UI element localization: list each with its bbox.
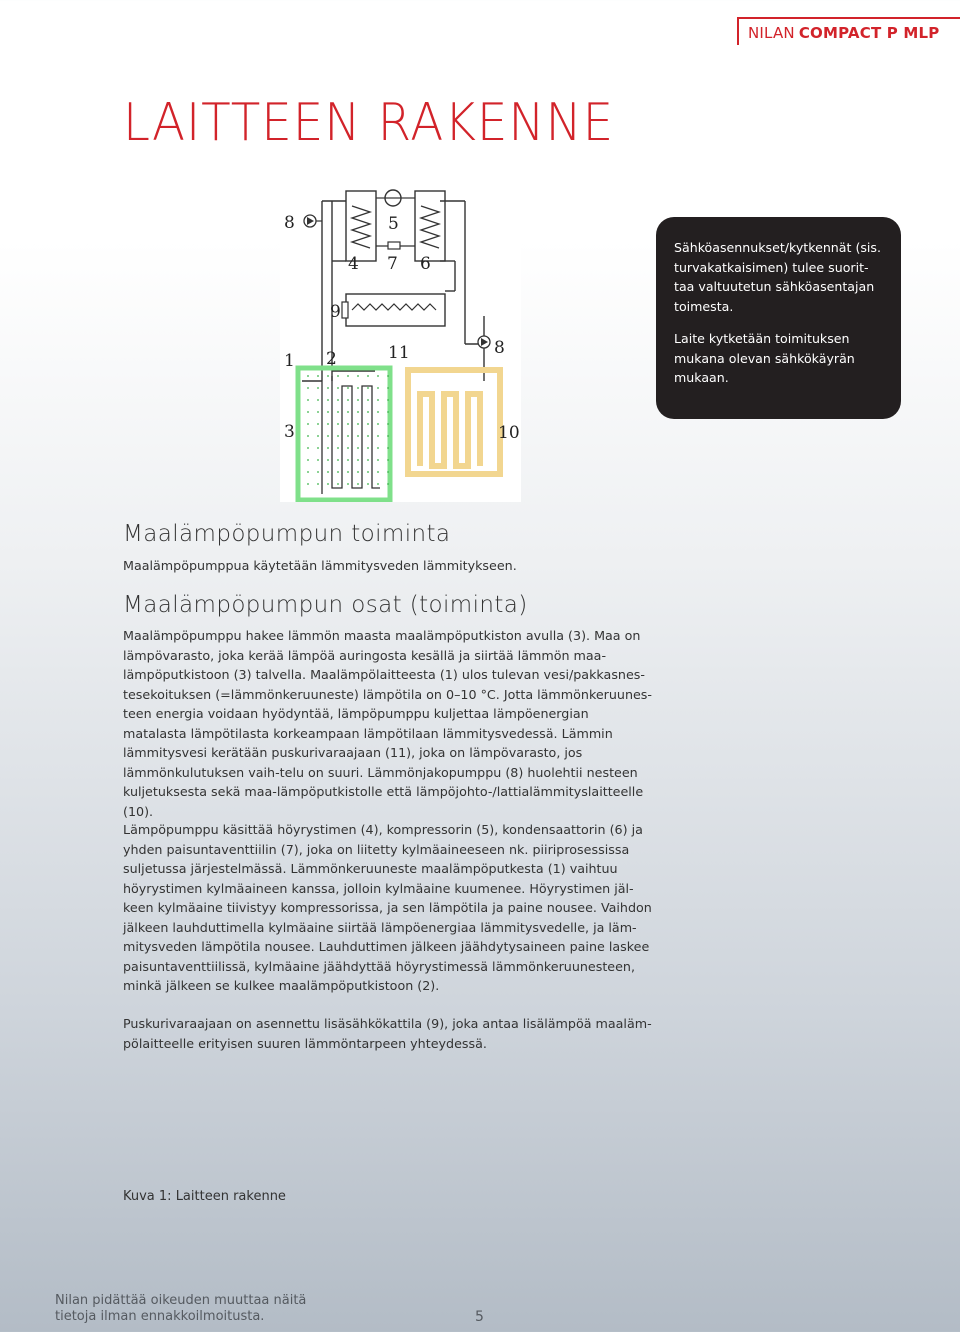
diagram-label-7: 7 bbox=[387, 254, 398, 274]
ground-dot bbox=[387, 483, 389, 485]
ground-dot bbox=[337, 411, 339, 413]
ground-dot bbox=[387, 375, 389, 377]
ground-dot bbox=[367, 387, 369, 389]
ground-dot bbox=[347, 387, 349, 389]
ground-dot bbox=[357, 435, 359, 437]
diagram-label-10: 10 bbox=[498, 423, 520, 443]
section-function-text: Maalämpöpumppua käytetään lämmitysveden lämmitykseen. bbox=[123, 558, 517, 573]
ground-dot bbox=[327, 483, 329, 485]
ground-dot bbox=[327, 471, 329, 473]
ground-dot bbox=[347, 447, 349, 449]
ground-dot bbox=[317, 459, 319, 461]
notice-paragraph-1: Sähköasennukset/kytkennät (sis. turvakatkaisimen) tulee suorit-taa valtuutetun sähköasentajan toimesta. bbox=[674, 240, 881, 314]
ground-dot bbox=[387, 387, 389, 389]
ground-dot bbox=[337, 387, 339, 389]
ground-dot bbox=[307, 459, 309, 461]
diagram-label-6: 6 bbox=[420, 254, 431, 274]
ground-dot bbox=[367, 483, 369, 485]
ground-dot bbox=[377, 471, 379, 473]
ground-dot bbox=[327, 411, 329, 413]
ground-dot bbox=[347, 411, 349, 413]
ground-dot bbox=[317, 387, 319, 389]
electrical-notice-box bbox=[656, 217, 901, 419]
ground-dot bbox=[367, 375, 369, 377]
ground-dot bbox=[317, 411, 319, 413]
ground-dot bbox=[337, 399, 339, 401]
condenser-coil bbox=[421, 206, 439, 248]
ground-dot bbox=[307, 447, 309, 449]
ground-dot bbox=[377, 459, 379, 461]
notice-paragraph-2: Laite kytketään toimituksen mukana olevan sähkökäyrän mukaan. bbox=[674, 331, 855, 385]
diagram-label-11: 11 bbox=[388, 343, 410, 363]
ground-dot bbox=[337, 423, 339, 425]
ground-dot bbox=[327, 435, 329, 437]
ground-dot bbox=[327, 399, 329, 401]
ground-dot bbox=[367, 423, 369, 425]
ground-dot bbox=[377, 399, 379, 401]
ground-dot bbox=[347, 471, 349, 473]
ground-dot bbox=[367, 447, 369, 449]
ground-dot bbox=[367, 459, 369, 461]
ground-dot bbox=[357, 399, 359, 401]
diagram-label-9: 9 bbox=[330, 302, 341, 322]
ground-dot bbox=[357, 411, 359, 413]
ground-dot bbox=[327, 447, 329, 449]
ground-dot bbox=[377, 435, 379, 437]
ground-dot bbox=[317, 471, 319, 473]
ground-dot bbox=[387, 435, 389, 437]
ground-dot bbox=[307, 375, 309, 377]
ground-dot bbox=[377, 375, 379, 377]
ground-dot bbox=[327, 459, 329, 461]
ground-dot bbox=[357, 483, 359, 485]
ground-dots bbox=[307, 375, 389, 485]
ground-dot bbox=[367, 411, 369, 413]
diagram-label-1: 1 bbox=[284, 351, 295, 371]
ground-dot bbox=[307, 399, 309, 401]
floor-loop-pipe bbox=[420, 394, 480, 466]
ground-dot bbox=[387, 459, 389, 461]
ground-dot bbox=[377, 411, 379, 413]
ground-dot bbox=[357, 447, 359, 449]
evaporator-coil bbox=[352, 206, 370, 248]
ground-dot bbox=[347, 459, 349, 461]
ground-dot bbox=[347, 483, 349, 485]
ground-dot bbox=[367, 399, 369, 401]
diagram-label-3: 3 bbox=[284, 422, 295, 442]
ground-dot bbox=[347, 435, 349, 437]
ground-dot bbox=[337, 471, 339, 473]
brand-header bbox=[748, 24, 940, 42]
section-heading-parts: Maalämpöpumpun osat (toiminta) bbox=[123, 592, 528, 618]
ground-dot bbox=[337, 447, 339, 449]
ground-dot bbox=[327, 387, 329, 389]
ground-dot bbox=[307, 435, 309, 437]
ground-dot bbox=[367, 471, 369, 473]
evaporator-box bbox=[346, 191, 376, 261]
ground-dot bbox=[347, 375, 349, 377]
ground-dot bbox=[357, 459, 359, 461]
ground-dot bbox=[357, 375, 359, 377]
buffer-coil bbox=[352, 304, 436, 310]
section-heading-function: Maalämpöpumpun toiminta bbox=[123, 521, 451, 547]
ground-dot bbox=[387, 423, 389, 425]
ground-dot bbox=[377, 387, 379, 389]
ground-dot bbox=[357, 387, 359, 389]
ground-dot bbox=[307, 483, 309, 485]
ground-dot bbox=[387, 471, 389, 473]
ground-dot bbox=[337, 459, 339, 461]
ground-dot bbox=[357, 423, 359, 425]
diagram-label-4: 4 bbox=[348, 254, 359, 274]
diagram-label-8a: 8 bbox=[284, 213, 295, 233]
page-title: LAITTEEN RAKENNE bbox=[123, 93, 615, 153]
parts-paragraph-1: Maalämpöpumppu hakee lämmön maasta maalämpöputkiston avulla (3). Maa on lämpövarasto, joka kerää lämpöä auringosta kesällä ja siirtää lämmön maa-lämpöputkistoon (3) talvella. Maalämpölaitteesta (1) ulos tulevan vesi/pakkasnes-tesekoituksen (=lämmönkeruuneste) lämpötila on 0–10 °C. Jotta lämmönkeruunes-teen energia voidaan hyödyntää, lämpöpumppu kuljettaa lämpöenergian matalasta lämpötilasta korkeampaan lämpötilaan lämmitysvedessä. Lämmin lämmitysvesi kerätään puskurivaraajaan (11), joka on lämpövarasto, jos lämmönkulutuksen vaih-telu on suuri. Lämmönjakopumppu (8) huolehtii nesteen kuljetuksesta sekä maa-lämpöputkistolle että lämpöjohto-/lattialämmityslaitteelle (10). bbox=[123, 628, 652, 819]
figure-caption: Kuva 1: Laitteen rakenne bbox=[123, 1189, 286, 1204]
ground-dot bbox=[387, 399, 389, 401]
buffer-tank bbox=[346, 294, 445, 326]
ground-dot bbox=[307, 411, 309, 413]
ground-dot bbox=[377, 423, 379, 425]
ground-dot bbox=[317, 423, 319, 425]
ground-dot bbox=[357, 471, 359, 473]
ground-dot bbox=[387, 411, 389, 413]
ground-dot bbox=[307, 471, 309, 473]
ground-dot bbox=[367, 435, 369, 437]
ground-dot bbox=[377, 447, 379, 449]
ground-dot bbox=[327, 423, 329, 425]
product-name: COMPACT P MLP bbox=[798, 24, 940, 42]
ground-dot bbox=[317, 435, 319, 437]
brand-name: NILAN bbox=[748, 24, 795, 42]
ground-dot bbox=[317, 375, 319, 377]
ground-dot bbox=[307, 387, 309, 389]
ground-dot bbox=[317, 483, 319, 485]
ground-dot bbox=[347, 423, 349, 425]
ground-loop-pipe bbox=[332, 376, 380, 488]
diagram-label-8b: 8 bbox=[494, 338, 505, 358]
parts-paragraph-2: Lämpöpumppu käsittää höyrystimen (4), kompressorin (5), kondensaattorin (6) ja yhden paisuntaventtiilin (7), joka on liitetty kylmäaineeseen nk. piiriprosessissa suljetussa järjestelmässä. Lämmönkeruuneste maalämpöputkesta (1) vaihtuu höyrystimen kylmäaineen kanssa, jolloin kylmäaine kuumenee. Höyrystimen jäl-keen kylmäaine tiivistyy kompressorissa, ja sen lämpötila ja paine nousee. Vaihdon jälkeen lauhduttimella kylmäaine siirtää lämpöenergiaa lämmitysvedelle, ja läm-mitysveden lämpötila nousee. Lauhduttimen jälkeen jäähdytysaineen paine laskee paisuntaventtiilissä, kylmäaine jäähdyttää höyrystimessä lämmönkeruunesteen, minkä jälkeen se kulkee maalämpöputkistoon (2). bbox=[123, 822, 652, 993]
heat-pump-diagram bbox=[280, 176, 521, 502]
ground-dot bbox=[387, 447, 389, 449]
footer-disclaimer: Nilan pidättää oikeuden muuttaa näitä tietoja ilman ennakkoilmoitusta. bbox=[55, 1293, 307, 1324]
ground-dot bbox=[307, 423, 309, 425]
ground-dot bbox=[377, 483, 379, 485]
heater-element bbox=[342, 302, 348, 318]
diagram-label-2: 2 bbox=[326, 349, 337, 369]
ground-dot bbox=[337, 375, 339, 377]
ground-loop-frame bbox=[298, 368, 390, 500]
page-number: 5 bbox=[475, 1309, 484, 1325]
ground-dot bbox=[317, 399, 319, 401]
ground-dot bbox=[337, 483, 339, 485]
heat-pump-schematic bbox=[280, 176, 521, 502]
ground-dot bbox=[347, 399, 349, 401]
ground-dot bbox=[327, 375, 329, 377]
ground-dot bbox=[337, 435, 339, 437]
diagram-label-5: 5 bbox=[388, 214, 399, 234]
expansion-valve bbox=[388, 242, 400, 249]
ground-dot bbox=[317, 447, 319, 449]
parts-paragraph-3: Puskurivaraajaan on asennettu lisäsähkökattila (9), joka antaa lisälämpöä maaläm-pölaitteelle erityisen suuren lämmöntarpeen yhteydessä. bbox=[123, 1016, 652, 1051]
